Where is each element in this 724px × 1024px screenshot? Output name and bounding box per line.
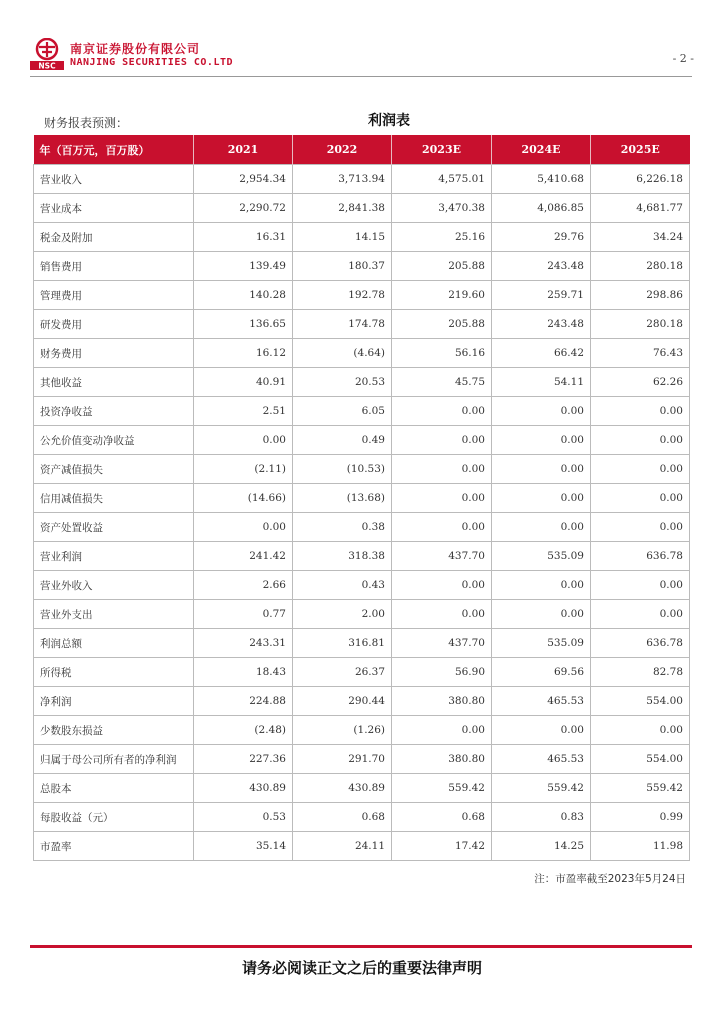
table-cell: 2,290.72: [194, 194, 293, 223]
table-cell: 0.00: [591, 513, 690, 542]
table-cell: 0.00: [591, 571, 690, 600]
table-cell: 430.89: [194, 774, 293, 803]
table-cell: 0.77: [194, 600, 293, 629]
page-header: [30, 38, 694, 74]
table-cell: 0.49: [293, 426, 392, 455]
table-cell: 2,841.38: [293, 194, 392, 223]
table-row: [34, 397, 690, 426]
table-header-row: [34, 135, 690, 165]
table-cell: 17.42: [392, 832, 492, 861]
company-name-en: NANJING SECURITIES CO.LTD: [70, 57, 234, 68]
table-cell: (14.66): [194, 484, 293, 513]
footer-divider: [30, 945, 692, 948]
table-cell: 224.88: [194, 687, 293, 716]
row-label: 研发费用: [34, 310, 194, 339]
table-cell: 205.88: [392, 252, 492, 281]
table-row: [34, 774, 690, 803]
table-cell: 18.43: [194, 658, 293, 687]
table-cell: 0.00: [492, 571, 591, 600]
table-cell: 280.18: [591, 310, 690, 339]
table-cell: 290.44: [293, 687, 392, 716]
table-cell: 140.28: [194, 281, 293, 310]
table-row: [34, 368, 690, 397]
table-cell: (13.68): [293, 484, 392, 513]
table-cell: 0.00: [591, 455, 690, 484]
table-cell: 4,575.01: [392, 165, 492, 194]
table-cell: 636.78: [591, 542, 690, 571]
table-row: [34, 223, 690, 252]
table-cell: 29.76: [492, 223, 591, 252]
column-header-year: 年（百万元，百万股）: [34, 135, 194, 165]
table-cell: 0.00: [492, 455, 591, 484]
table-cell: 14.15: [293, 223, 392, 252]
table-cell: 0.00: [392, 455, 492, 484]
table-cell: 241.42: [194, 542, 293, 571]
table-row: [34, 252, 690, 281]
income-statement-table: [33, 135, 690, 861]
table-cell: 4,086.85: [492, 194, 591, 223]
column-header-2025e: 2025E: [591, 135, 690, 165]
footnote: 注：市盈率截至2023年5月24日: [534, 873, 686, 885]
section-label: 财务报表预测：: [44, 116, 129, 130]
table-cell: 243.31: [194, 629, 293, 658]
legal-notice: 请务必阅读正文之后的重要法律声明: [241, 959, 482, 977]
table-row: [34, 513, 690, 542]
table-cell: 0.00: [492, 484, 591, 513]
table-cell: 0.00: [392, 397, 492, 426]
row-label: 净利润: [34, 687, 194, 716]
row-label: 公允价值变动净收益: [34, 426, 194, 455]
table-title: 利润表: [368, 113, 410, 129]
table-cell: 0.00: [392, 426, 492, 455]
table-row: [34, 281, 690, 310]
table-cell: 0.53: [194, 803, 293, 832]
table-row: [34, 600, 690, 629]
table-row: [34, 629, 690, 658]
row-label: 销售费用: [34, 252, 194, 281]
table-cell: 316.81: [293, 629, 392, 658]
row-label: 营业收入: [34, 165, 194, 194]
table-cell: 0.99: [591, 803, 690, 832]
table-cell: 559.42: [591, 774, 690, 803]
table-cell: 243.48: [492, 252, 591, 281]
table-cell: 3,713.94: [293, 165, 392, 194]
row-label: 总股本: [34, 774, 194, 803]
table-row: [34, 687, 690, 716]
table-cell: 554.00: [591, 745, 690, 774]
table-cell: 56.16: [392, 339, 492, 368]
table-cell: 174.78: [293, 310, 392, 339]
row-label: 少数股东损益: [34, 716, 194, 745]
row-label: 税金及附加: [34, 223, 194, 252]
header-divider: [30, 76, 692, 77]
table-cell: 6.05: [293, 397, 392, 426]
table-cell: 554.00: [591, 687, 690, 716]
row-label: 所得税: [34, 658, 194, 687]
table-row: [34, 310, 690, 339]
table-cell: 34.24: [591, 223, 690, 252]
column-header-2023e: 2023E: [392, 135, 492, 165]
company-name-cn: 南京证券股份有限公司: [70, 42, 201, 56]
table-cell: 0.00: [392, 484, 492, 513]
row-label: 财务费用: [34, 339, 194, 368]
table-cell: 24.11: [293, 832, 392, 861]
table-row: [34, 484, 690, 513]
table-cell: 2.00: [293, 600, 392, 629]
table-cell: 5,410.68: [492, 165, 591, 194]
table-cell: 437.70: [392, 542, 492, 571]
table-cell: 437.70: [392, 629, 492, 658]
table-cell: 2.51: [194, 397, 293, 426]
table-cell: 380.80: [392, 745, 492, 774]
table-cell: 54.11: [492, 368, 591, 397]
table-cell: 45.75: [392, 368, 492, 397]
table-cell: 0.00: [492, 716, 591, 745]
table-cell: 3,470.38: [392, 194, 492, 223]
table-row: [34, 542, 690, 571]
table-cell: 380.80: [392, 687, 492, 716]
table-cell: 0.00: [392, 571, 492, 600]
logo-text: NSC: [38, 61, 56, 70]
table-cell: 139.49: [194, 252, 293, 281]
table-cell: 4,681.77: [591, 194, 690, 223]
table-cell: 56.90: [392, 658, 492, 687]
row-label: 信用减值损失: [34, 484, 194, 513]
table-cell: 0.00: [392, 600, 492, 629]
row-label: 营业外收入: [34, 571, 194, 600]
table-cell: 0.00: [492, 426, 591, 455]
table-cell: 35.14: [194, 832, 293, 861]
table-cell: (2.48): [194, 716, 293, 745]
column-header-2024e: 2024E: [492, 135, 591, 165]
table-cell: 0.00: [392, 513, 492, 542]
table-cell: 25.16: [392, 223, 492, 252]
table-cell: 20.53: [293, 368, 392, 397]
table-cell: 0.00: [492, 513, 591, 542]
table-cell: 535.09: [492, 629, 591, 658]
table-row: [34, 803, 690, 832]
table-cell: 0.00: [591, 397, 690, 426]
row-label: 营业外支出: [34, 600, 194, 629]
table-cell: 16.12: [194, 339, 293, 368]
table-cell: 636.78: [591, 629, 690, 658]
table-cell: 227.36: [194, 745, 293, 774]
table-cell: 205.88: [392, 310, 492, 339]
table-cell: 6,226.18: [591, 165, 690, 194]
table-cell: 259.71: [492, 281, 591, 310]
row-label: 营业利润: [34, 542, 194, 571]
table-cell: 66.42: [492, 339, 591, 368]
table-cell: 0.43: [293, 571, 392, 600]
table-body: [34, 165, 690, 861]
table-cell: 40.91: [194, 368, 293, 397]
table-cell: 280.18: [591, 252, 690, 281]
row-label: 资产减值损失: [34, 455, 194, 484]
table-cell: 219.60: [392, 281, 492, 310]
table-cell: 430.89: [293, 774, 392, 803]
table-row: [34, 194, 690, 223]
row-label: 市盈率: [34, 832, 194, 861]
table-cell: (10.53): [293, 455, 392, 484]
table-cell: 0.00: [392, 716, 492, 745]
table-cell: 291.70: [293, 745, 392, 774]
table-cell: 76.43: [591, 339, 690, 368]
table-cell: 0.00: [492, 397, 591, 426]
row-label: 利润总额: [34, 629, 194, 658]
table-cell: 0.00: [591, 426, 690, 455]
table-cell: 11.98: [591, 832, 690, 861]
table-cell: 14.25: [492, 832, 591, 861]
table-cell: 559.42: [492, 774, 591, 803]
table-row: [34, 745, 690, 774]
table-row: [34, 658, 690, 687]
table-cell: (4.64): [293, 339, 392, 368]
table-cell: 465.53: [492, 745, 591, 774]
table-cell: 535.09: [492, 542, 591, 571]
table-row: [34, 339, 690, 368]
table-row: [34, 571, 690, 600]
table-cell: 2,954.34: [194, 165, 293, 194]
row-label: 其他收益: [34, 368, 194, 397]
row-label: 资产处置收益: [34, 513, 194, 542]
table-cell: 0.83: [492, 803, 591, 832]
table-row: [34, 455, 690, 484]
table-cell: 0.00: [591, 716, 690, 745]
page-number: - 2 -: [672, 52, 694, 65]
row-label: 归属于母公司所有者的净利润: [34, 745, 194, 774]
column-header-2021: 2021: [194, 135, 293, 165]
table-cell: (1.26): [293, 716, 392, 745]
table-cell: 0.00: [194, 426, 293, 455]
table-cell: 0.38: [293, 513, 392, 542]
nsc-logo: [30, 38, 64, 70]
row-label: 管理费用: [34, 281, 194, 310]
table-cell: 243.48: [492, 310, 591, 339]
row-label: 每股收益（元）: [34, 803, 194, 832]
table-cell: 2.66: [194, 571, 293, 600]
row-label: 营业成本: [34, 194, 194, 223]
table-cell: 26.37: [293, 658, 392, 687]
table-cell: 298.86: [591, 281, 690, 310]
table-cell: 0.00: [492, 600, 591, 629]
table-cell: 180.37: [293, 252, 392, 281]
table-cell: 0.00: [591, 484, 690, 513]
column-header-2022: 2022: [293, 135, 392, 165]
table-cell: 69.56: [492, 658, 591, 687]
table-cell: 136.65: [194, 310, 293, 339]
table-cell: 0.00: [591, 600, 690, 629]
table-cell: 192.78: [293, 281, 392, 310]
table-row: [34, 165, 690, 194]
table-cell: 82.78: [591, 658, 690, 687]
table-cell: 0.68: [392, 803, 492, 832]
table-cell: 0.68: [293, 803, 392, 832]
table-cell: 318.38: [293, 542, 392, 571]
table-cell: 559.42: [392, 774, 492, 803]
table-row: [34, 426, 690, 455]
row-label: 投资净收益: [34, 397, 194, 426]
table-row: [34, 716, 690, 745]
table-cell: 16.31: [194, 223, 293, 252]
table-cell: (2.11): [194, 455, 293, 484]
table-cell: 62.26: [591, 368, 690, 397]
table-cell: 0.00: [194, 513, 293, 542]
table-row: [34, 832, 690, 861]
table-cell: 465.53: [492, 687, 591, 716]
